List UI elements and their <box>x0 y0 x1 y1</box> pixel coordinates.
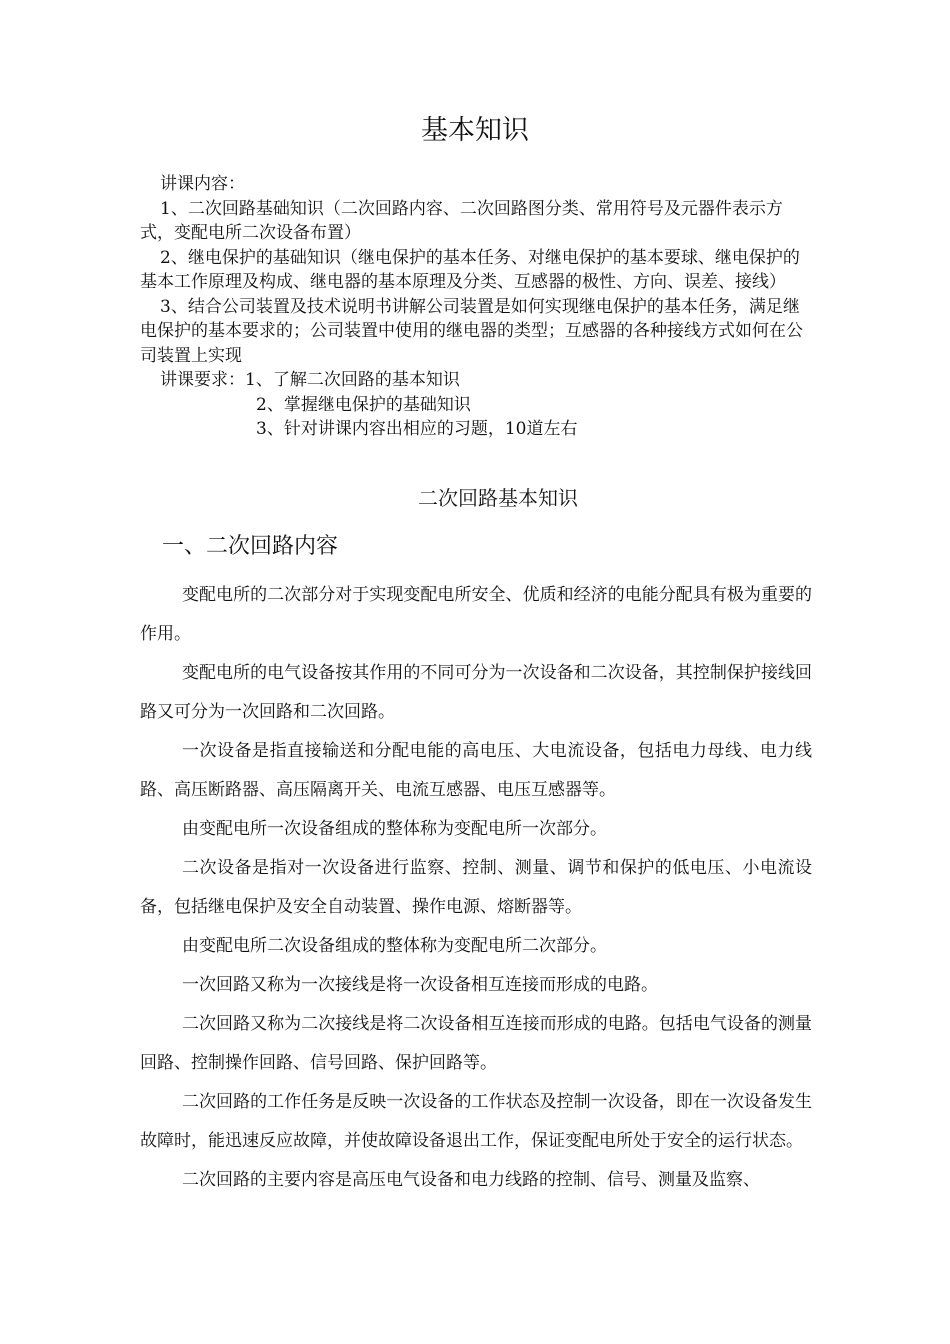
section-subtitle: 二次回路基本知识 <box>418 486 578 510</box>
paragraph: 一次回路又称为一次接线是将一次设备相互连接而形成的电路。 <box>182 975 658 995</box>
section-heading: 一、二次回路内容 <box>162 534 339 559</box>
paragraph: 一次设备是指直接输送和分配电能的高电压、大电流设备，包括电力母线、电力线路、高压断路器、高压隔离开关、电流互感器、电压互感器等。 <box>140 741 812 800</box>
course-outline <box>140 172 812 442</box>
course-requirements <box>140 368 812 393</box>
course-requirements-label: 讲课要求： <box>160 370 245 390</box>
paragraph: 二次回路的主要内容是高压电气设备和电力线路的控制、信号、测量及监察、 <box>182 1170 760 1190</box>
course-item-2: 2、继电保护的基础知识（继电保护的基本任务、对继电保护的基本要球、继电保护的基本工作原理及构成、继电器的基本原理及分类、互感器的极性、方向、误差、接线） <box>140 247 800 292</box>
paragraph: 二次设备是指对一次设备进行监察、控制、测量、调节和保护的低电压、小电流设备，包括继电保护及安全自动装置、操作电源、熔断器等。 <box>140 858 812 917</box>
requirements-list-continued <box>140 393 812 442</box>
paragraph: 二次回路又称为二次接线是将二次设备相互连接而形成的电路。包括电气设备的测量回路、控制操作回路、信号回路、保护回路等。 <box>140 1014 812 1073</box>
paragraph: 变配电所的二次部分对于实现变配电所安全、优质和经济的电能分配具有极为重要的作用。 <box>140 585 812 644</box>
course-content-label: 讲课内容： <box>160 174 245 194</box>
course-item-1: 1、二次回路基础知识（二次回路内容、二次回路图分类、常用符号及元器件表示方式，变配电所二次设备布置） <box>140 198 783 243</box>
document-title: 基本知识 <box>421 115 529 146</box>
paragraph: 变配电所的电气设备按其作用的不同可分为一次设备和二次设备，其控制保护接线回路又可分为一次回路和二次回路。 <box>140 663 812 722</box>
body-text <box>140 576 812 1200</box>
requirements-list <box>245 368 460 393</box>
requirement-item-1: 1、了解二次回路的基本知识 <box>245 370 460 390</box>
paragraph: 由变配电所一次设备组成的整体称为变配电所一次部分。 <box>182 819 607 839</box>
requirement-item-2: 2、掌握继电保护的基础知识 <box>256 394 471 415</box>
course-item-3: 3、结合公司装置及技术说明书讲解公司装置是如何实现继电保护的基本任务，满足继电保护的基本要求的；公司装置中使用的继电器的类型；互感器的各种接线方式如何在公司装置上实现 <box>140 296 803 366</box>
paragraph: 由变配电所二次设备组成的整体称为变配电所二次部分。 <box>182 936 607 956</box>
requirement-item-3: 3、针对讲课内容出相应的习题，10道左右 <box>256 419 578 439</box>
paragraph: 二次回路的工作任务是反映一次设备的工作状态及控制一次设备，即在一次设备发生故障时，能迅速反应故障，并使故障设备退出工作，保证变配电所处于安全的运行状态。 <box>140 1092 812 1151</box>
